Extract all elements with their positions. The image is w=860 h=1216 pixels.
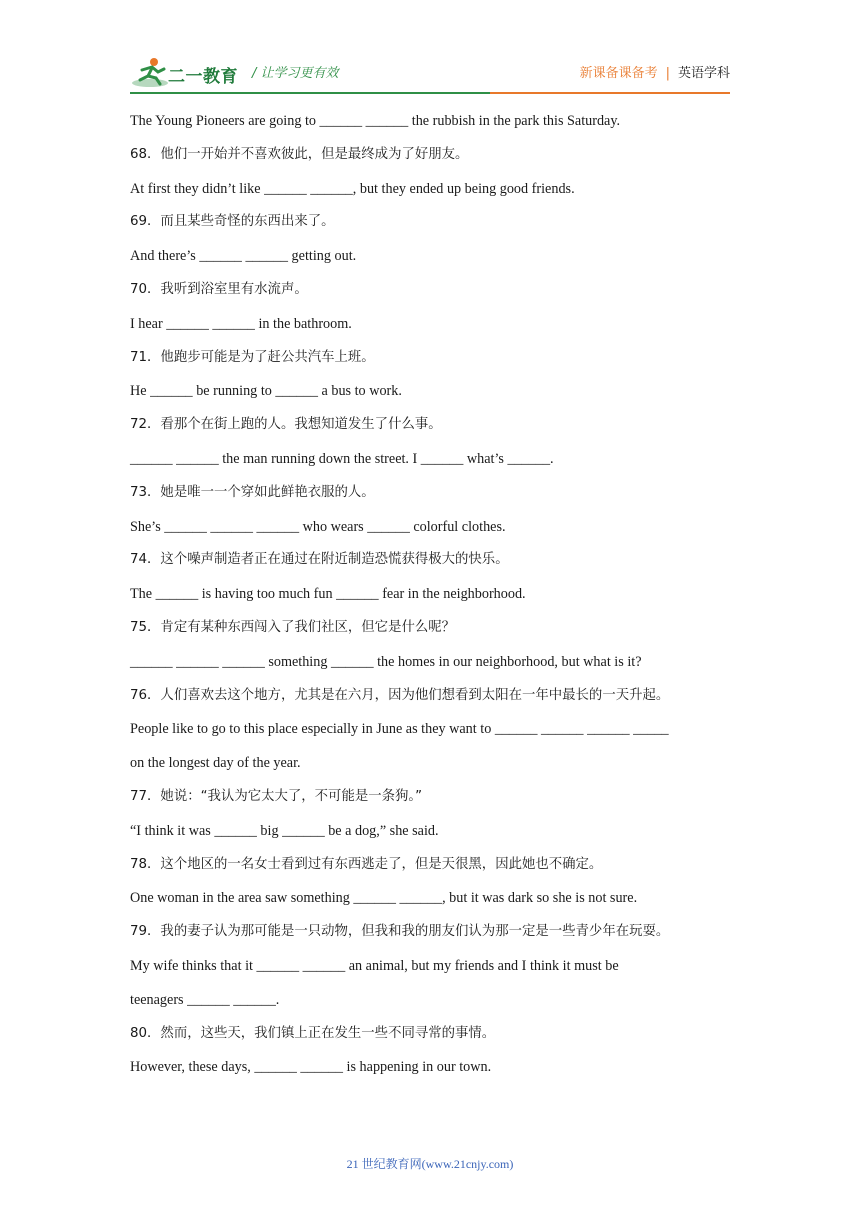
answer-line: However, these days, ______ ______ is happening in our town. xyxy=(130,1059,492,1076)
question-prompt-line: 75．肯定有某种东西闯入了我们社区，但它是什么呢？ xyxy=(130,619,456,635)
question-prompt-line: 78．这个地区的一名女士看到过有东西逃走了，但是天很黑，因此她也不确定。 xyxy=(130,856,603,872)
question-prompt-line: 73．她是唯一一个穿如此鲜艳衣服的人。 xyxy=(130,484,375,500)
header-subject: 英语学科 xyxy=(677,66,730,81)
question-prompt-line: 74．这个噪声制造者正在通过在附近制造恐慌获得极大的快乐。 xyxy=(130,552,509,568)
answer-line: At first they didn’t like ______ ______, but they ended up being good friends. xyxy=(130,180,575,197)
answer-line: on the longest day of the year. xyxy=(130,755,301,772)
question-prompt-line: 71．他跑步可能是为了赶公共汽车上班。 xyxy=(130,349,375,365)
question-prompt-line: 77．她说：“我认为它太大了，不可能是一条狗。” xyxy=(130,788,423,804)
brand-logo xyxy=(130,56,240,90)
header-divider xyxy=(130,92,730,94)
runner-logo-icon xyxy=(130,56,170,90)
answer-line: One woman in the area saw something ______ ______, but it was dark so she is not sure. xyxy=(130,890,638,907)
header-separator: | xyxy=(665,66,670,81)
question-prompt-line: 70．我听到浴室里有水流声。 xyxy=(130,281,308,297)
page-footer: 21 世纪教育网(www.21cnjy.com) xyxy=(346,1157,514,1171)
question-prompt-line: 69．而且某些奇怪的东西出来了。 xyxy=(130,214,335,230)
logo-text: 二一教育 xyxy=(168,67,238,87)
answer-line: People like to go to this place especially in June as they want to ______ ______ ______ _____ xyxy=(130,721,669,738)
page-header xyxy=(130,56,730,92)
slogan: / 让学习更有效 xyxy=(252,66,339,81)
answer-line: ______ ______ the man running down the street. I ______ what’s ______. xyxy=(130,450,554,467)
question-prompt-line: 80．然而，这些天，我们镇上正在发生一些不同寻常的事情。 xyxy=(130,1025,496,1041)
answer-line: My wife thinks that it ______ ______ an animal, but my friends and I think it must be xyxy=(130,957,619,974)
answer-line: teenagers ______ ______. xyxy=(130,991,280,1008)
exercise-content xyxy=(130,111,740,1091)
answer-line: I hear ______ ______ in the bathroom. xyxy=(130,315,352,332)
question-prompt-line: 76．人们喜欢去这个地方，尤其是在六月，因为他们想看到太阳在一年中最长的一天升起。 xyxy=(130,687,670,703)
answer-line: She’s ______ ______ ______ who wears ______ colorful clothes. xyxy=(130,518,506,535)
answer-line: And there’s ______ ______ getting out. xyxy=(130,248,357,265)
answer-line: The ______ is having too much fun ______ fear in the neighborhood. xyxy=(130,586,526,603)
header-label: 新课备课备考 xyxy=(579,66,658,81)
question-prompt-line: 79．我的妻子认为那可能是一只动物，但我和我的朋友们认为那一定是一些青少年在玩耍。 xyxy=(130,924,670,940)
question-prompt-line: 72．看那个在街上跑的人。我想知道发生了什么事。 xyxy=(130,417,442,433)
header-right xyxy=(580,62,730,81)
answer-line: ______ ______ ______ something ______ the homes in our neighborhood, but what is it? xyxy=(130,653,642,670)
answer-line: “I think it was ______ big ______ be a dog,” she said. xyxy=(130,822,439,839)
answer-line: The Young Pioneers are going to ______ ______ the rubbish in the park this Saturday. xyxy=(130,113,621,129)
answer-line: He ______ be running to ______ a bus to work. xyxy=(130,383,402,400)
question-prompt-line: 68．他们一开始并不喜欢彼此，但是最终成为了好朋友。 xyxy=(130,146,469,162)
